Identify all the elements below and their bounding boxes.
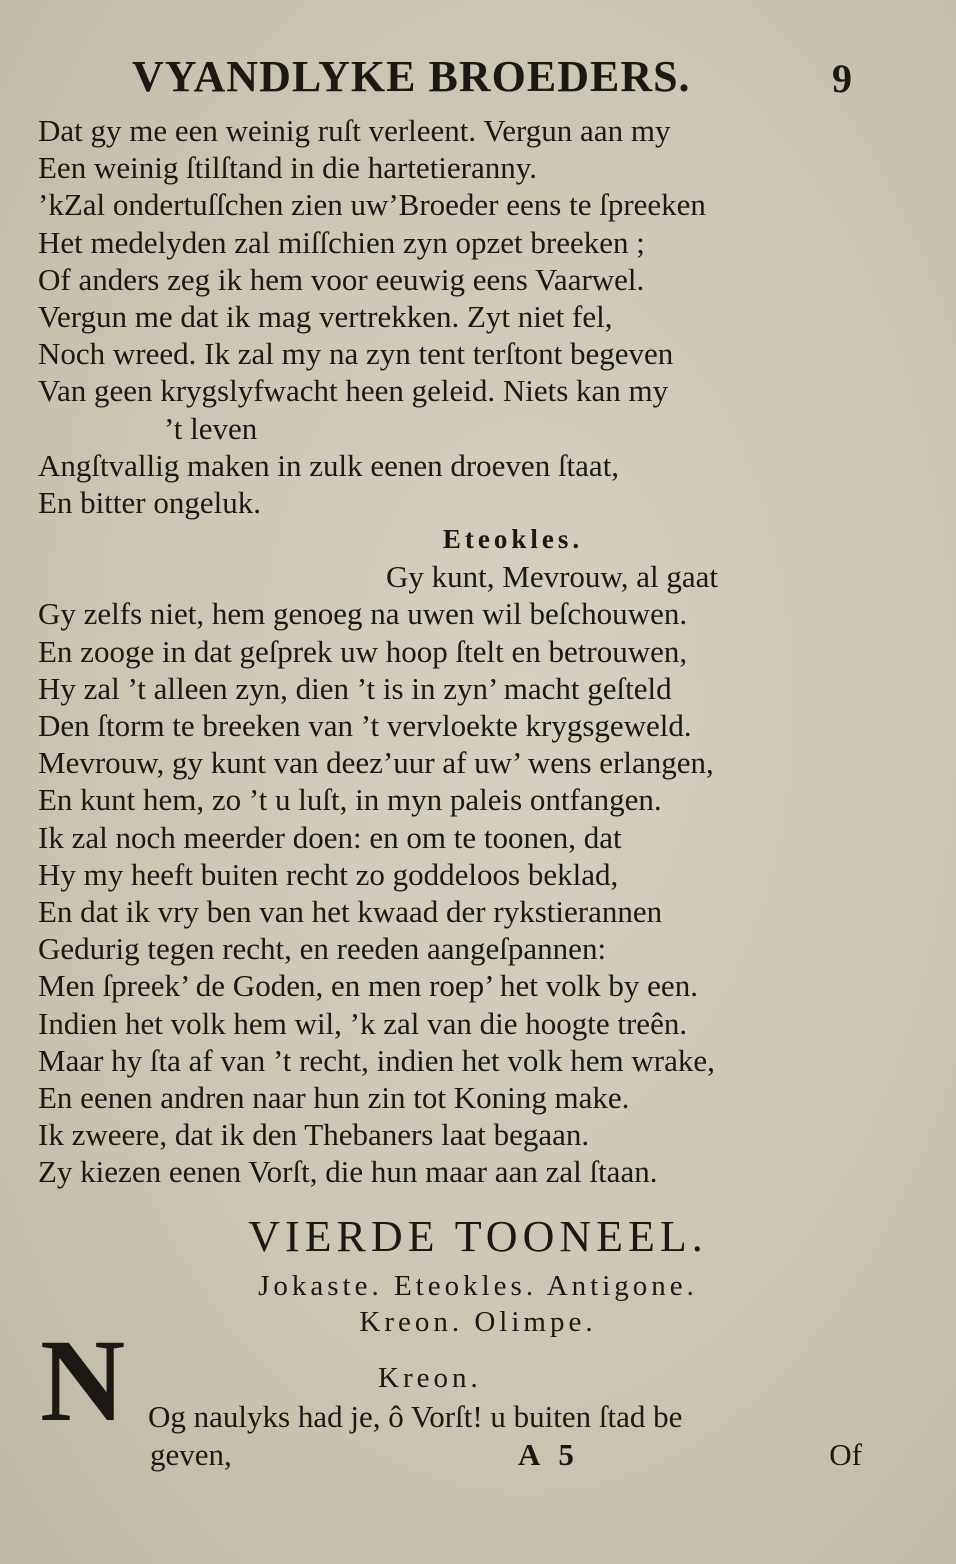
- page-number: 9: [832, 56, 852, 101]
- verse-line: Angſtvallig maken in zulk eenen droeven ſtaat,: [38, 447, 620, 483]
- verse-line: Og naulyks had je, ô Vorſt! u buiten ſtad be: [148, 1399, 683, 1434]
- verse-line-turnover: ’t leven: [164, 410, 258, 446]
- verse-line: Maar hy ſta af van ’t recht, indien het volk hem wrake,: [38, 1042, 715, 1078]
- signature-mark: A 5: [518, 1437, 580, 1472]
- speaker-heading: Kreon.: [378, 1362, 482, 1394]
- verse-line: En eenen andren naar hun zin tot Koning make.: [38, 1079, 630, 1115]
- cast-list: [0, 1268, 956, 1340]
- verse-line: Noch wreed. Ik zal my na zyn tent terſtont begeven: [38, 336, 674, 372]
- page-foot-row: [150, 1436, 862, 1473]
- verse-line: En kunt hem, zo ’t u luſt, in myn paleis ontfangen.: [38, 782, 662, 818]
- verse-line: Van geen krygslyfwacht heen geleid. Niets kan my: [38, 373, 669, 409]
- verse-line-continuation: geven,: [150, 1437, 232, 1472]
- verse-line: En dat ik vry ben van het kwaad der rykstierannen: [38, 893, 663, 929]
- verse-line: Mevrouw, gy kunt van deez’uur af uw’ wens erlangen,: [38, 745, 714, 781]
- verse-line: Dat gy me een weinig ruſt verleent. Vergun aan my: [38, 113, 671, 148]
- cast-line: Jokaste. Eteokles. Antigone.: [258, 1270, 698, 1302]
- verse-line: Zy kiezen eenen Vorſt, die hun maar aan zal ſtaan.: [38, 1154, 658, 1190]
- verse-line: ’kZal ondertuſſchen zien uw’Broeder eens te ſpreeken: [38, 187, 706, 223]
- running-title: VYANDLYKE BROEDERS.: [132, 52, 691, 101]
- verse-line: Ik zal noch meerder doen: en om te toonen, dat: [38, 819, 622, 855]
- verse-line: Een weinig ſtilſtand in die hartetieranny.: [38, 150, 537, 186]
- verse-line: Gedurig tegen recht, en reeden aangeſpannen:: [38, 931, 607, 967]
- catchword: Of: [829, 1437, 862, 1472]
- verse-line-split: Gy kunt, Mevrouw, al gaat: [386, 559, 719, 595]
- verse-line: Het medelyden zal miſſchien zyn opzet breeken ;: [38, 224, 645, 260]
- scene-heading: VIERDE TOONEEL.: [248, 1212, 708, 1261]
- verse-line: Indien het volk hem wil, ’k zal van die hoogte treên.: [38, 1005, 688, 1041]
- drop-cap: N: [40, 1315, 126, 1446]
- verse-line: Hy my heeft buiten recht zo goddeloos beklad,: [38, 856, 619, 892]
- verse-line: Gy zelfs niet, hem genoeg na uwen wil beſchouwen.: [38, 596, 688, 632]
- verse-line: Vergun me dat ik mag vertrekken. Zyt niet fel,: [38, 298, 613, 334]
- speaker-heading: Eteokles.: [442, 524, 584, 555]
- cast-line: Kreon. Olimpe.: [359, 1306, 597, 1338]
- verse-line: En bitter ongeluk.: [38, 484, 261, 520]
- verse-line: Hy zal ’t alleen zyn, dien ’t is in zyn’ macht geſteld: [38, 670, 672, 706]
- running-head: [0, 52, 956, 102]
- verse-line: Men ſpreek’ de Goden, en men roep’ het volk by een.: [38, 968, 698, 1004]
- verse-line: Of anders zeg ik hem voor eeuwig eens Vaarwel.: [38, 261, 645, 297]
- verse-line: En zooge in dat geſprek uw hoop ſtelt en betrouwen,: [38, 633, 688, 669]
- verse-line: Ik zweere, dat ik den Thebaners laat begaan.: [38, 1117, 590, 1153]
- verse-line: Den ſtorm te breeken van ’t vervloekte krygsgeweld.: [38, 708, 692, 743]
- verse-text: [38, 112, 928, 1190]
